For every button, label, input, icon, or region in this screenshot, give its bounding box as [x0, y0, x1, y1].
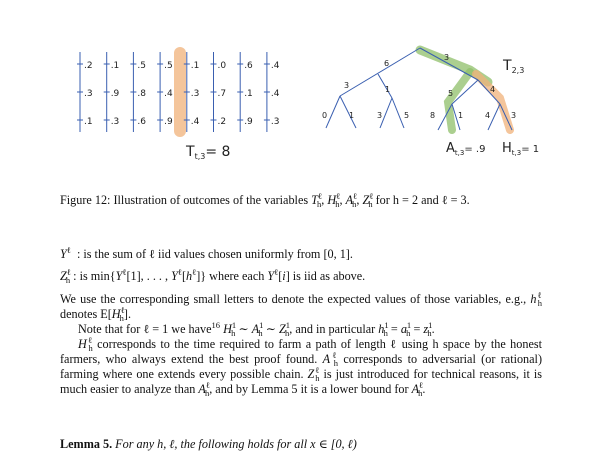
body-text [60, 289, 543, 399]
paragraph-2: Note that for ℓ = 1 we have$^{16}$ $H^1_h$ ∼ $A^1_h$ ∼ $Z^1_h$, and in particular $h^1_h = a^1_h = z^1_h$. [78, 319, 435, 339]
column-value: .2 [217, 117, 227, 127]
column-value: .9 [244, 117, 253, 127]
edge-label: 5 [404, 111, 410, 120]
column-value: .7 [217, 89, 227, 99]
figure-caption: Figure 12: Illustration of outcomes of the variables $T^\ell_h$, $H^\ell_h$, $A^\ell_h$, $Z^\ell_h$ for h = 2 and ℓ = 3. [60, 190, 470, 210]
column-value: .1 [190, 61, 200, 71]
column-value: .0 [217, 61, 227, 71]
edge-label: 0 [322, 111, 328, 120]
definition-y: $Y^\ell$ : is the sum of ℓ iid values chosen uniformly from [0, 1]. [60, 244, 353, 261]
column-value: .6 [244, 61, 253, 71]
label-A: $A_{t,3}^{= .9}$ [446, 141, 486, 157]
label-T: $T_{t,3}= 8$ [186, 144, 231, 161]
edge-label: 3 [377, 111, 383, 120]
edge-label: 8 [430, 111, 436, 120]
edge-label: 3 [511, 111, 517, 120]
edge-label: 1 [349, 111, 355, 120]
column-value: .3 [270, 117, 280, 127]
edge-label: 4 [485, 111, 491, 120]
column-value: .6 [137, 117, 146, 127]
column-value: .5 [137, 61, 146, 71]
label-H: $H_{t,3}^{= 1}$ [502, 141, 540, 157]
column-value: .1 [84, 117, 93, 127]
edge-label: 6 [384, 59, 390, 68]
column-value: .1 [244, 89, 253, 99]
column-value: .4 [270, 89, 280, 99]
paragraph-1: We use the corresponding small letters to denote the expected values of those variables, e.g., $h^\ell_h$ denotes $E[H^\ell_h]$. [60, 289, 543, 324]
column-value: .9 [110, 89, 120, 99]
edge-label: 4 [490, 85, 496, 94]
column-value: .5 [164, 61, 173, 71]
column-value: .3 [84, 89, 93, 99]
edge-label: 1 [458, 111, 464, 120]
lemma-5: Lemma 5. For any h, ℓ, the following holds for all x ∈ [0, ℓ) [60, 437, 357, 451]
label-tree: $T_{2,3}$ [503, 58, 525, 75]
tree-green-path-left [448, 72, 470, 130]
edge-label: 3 [444, 53, 450, 62]
figure-12 [0, 0, 600, 180]
column-value: .4 [164, 89, 173, 99]
paragraph-3: $H^\ell_h$ corresponds to the time required to farm a path of length ℓ using h space by the honest farmers, who always extend the best proof found. $A^\ell_h$ corresponds to adversarial (or rational) farming where one extends every possible chain. $Z^\ell_h$ is just introduced for technical reasons, it is much easier to analyze than $A^\ell_h$, and by Lemma 5 it is a lower bound for $A^\ell_h$. [60, 334, 543, 399]
column-value: .2 [84, 61, 93, 71]
definition-z: $Z^\ell_h$ : is $\min\{Y^\ell[1]$, . . . , $Y^\ell[h^\ell]$} where each $Y^\ell[i]$ is iid as above. [60, 266, 366, 286]
column-value: .9 [164, 117, 173, 127]
column-value: .3 [110, 117, 120, 127]
column-value: .1 [110, 61, 120, 71]
figure-illustration [0, 0, 600, 180]
column-value: .8 [137, 89, 146, 99]
edge-label: 5 [448, 89, 454, 98]
column-value: .4 [190, 117, 200, 127]
column-value: .4 [270, 61, 280, 71]
edge-label: 3 [344, 81, 350, 90]
tree-orange-path [476, 74, 510, 130]
column-value: .3 [190, 89, 200, 99]
edge-label: 1 [385, 85, 391, 94]
